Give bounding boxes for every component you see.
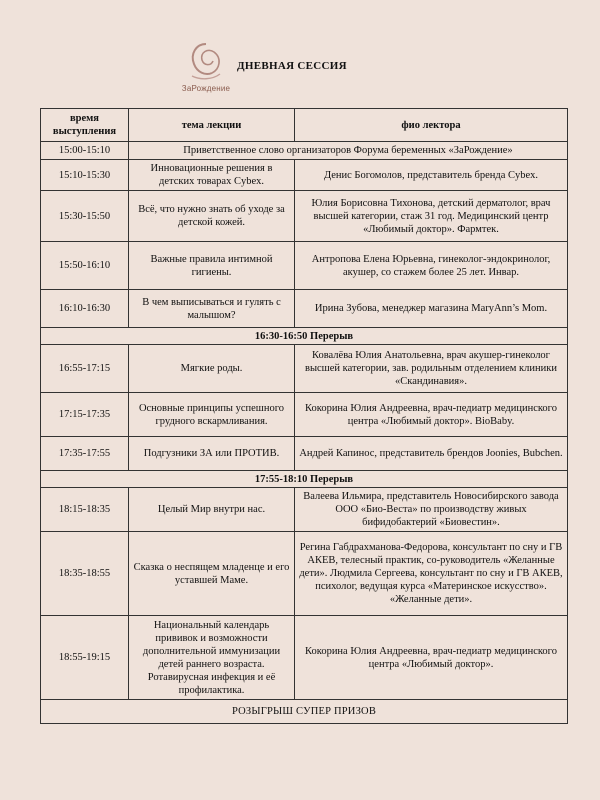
time-cell: 18:15-18:35: [41, 488, 129, 532]
schedule-table: [40, 108, 568, 724]
break-cell: 17:55-18:10 Перерыв: [41, 471, 568, 488]
speaker-cell: Валеева Ильмира, представитель Новосибирского завода ООО «Био-Веста» по производству живых бифидобактерий «Биовестин».: [295, 488, 568, 532]
topic-cell: Основные принципы успешного грудного вскармливания.: [129, 393, 295, 437]
prize-row: [41, 700, 568, 724]
table-row: [41, 616, 568, 700]
table-row: [41, 290, 568, 328]
table-row: [41, 160, 568, 191]
table-row: [41, 345, 568, 393]
break-row: [41, 328, 568, 345]
topic-cell: Инновационные решения в детских товарах Cybex.: [129, 160, 295, 191]
session-title: ДНЕВНАЯ СЕССИЯ: [237, 60, 347, 72]
table-row: [41, 488, 568, 532]
header-time: время выступления: [41, 109, 129, 142]
topic-cell: Национальный календарь прививок и возможности дополнительной иммунизации детей раннего возраста. Ротавирусная инфекция и её профилактика.: [129, 616, 295, 700]
time-cell: 17:15-17:35: [41, 393, 129, 437]
speaker-cell: Денис Богомолов, представитель бренда Cybex.: [295, 160, 568, 191]
time-cell: 16:10-16:30: [41, 290, 129, 328]
speaker-cell: Кокорина Юлия Андреевна, врач-педиатр медицинского центра «Любимый доктор». BioBaby.: [295, 393, 568, 437]
time-cell: 15:10-15:30: [41, 160, 129, 191]
speaker-cell: Регина Габдрахманова-Федорова, консультант по сну и ГВ АКЕВ, телесный практик, со-руководитель «Желанные дети». Людмила Сергеева, консультант по сну и ГВ АКЕВ, психолог, ведущая курса «Материнское искусство». «Желанные дети».: [295, 532, 568, 616]
time-cell: 18:35-18:55: [41, 532, 129, 616]
time-cell: 16:55-17:15: [41, 345, 129, 393]
time-cell: 18:55-19:15: [41, 616, 129, 700]
table-row: [41, 437, 568, 471]
header: [0, 0, 600, 108]
speaker-cell: Антропова Елена Юрьевна, гинеколог-эндокринолог, акушер, со стажем более 25 лет. Инвар.: [295, 242, 568, 290]
topic-cell: Всё, что нужно знать об уходе за детской кожей.: [129, 191, 295, 242]
topic-cell: Важные правила интимной гигиены.: [129, 242, 295, 290]
logo: [178, 40, 234, 98]
logo-text: ЗаРождение: [181, 84, 231, 93]
speaker-cell: Андрей Капинос, представитель брендов Joonies, Bubchen.: [295, 437, 568, 471]
table-row: [41, 142, 568, 160]
topic-cell: Подгузники ЗА или ПРОТИВ.: [129, 437, 295, 471]
topic-cell: Мягкие роды.: [129, 345, 295, 393]
table-row: [41, 191, 568, 242]
time-cell: 15:00-15:10: [41, 142, 129, 160]
time-cell: 15:50-16:10: [41, 242, 129, 290]
opening-cell: Приветственное слово организаторов Форума беременных «ЗаРождение»: [129, 142, 568, 160]
prize-cell: РОЗЫГРЫШ СУПЕР ПРИЗОВ: [41, 700, 568, 724]
time-cell: 17:35-17:55: [41, 437, 129, 471]
break-cell: 16:30-16:50 Перерыв: [41, 328, 568, 345]
logo-mark-icon: [178, 40, 234, 84]
time-cell: 15:30-15:50: [41, 191, 129, 242]
topic-cell: В чем выписываться и гулять с малышом?: [129, 290, 295, 328]
speaker-cell: Кокорина Юлия Андреевна, врач-педиатр медицинского центра «Любимый доктор».: [295, 616, 568, 700]
table-row: [41, 532, 568, 616]
speaker-cell: Юлия Борисовна Тихонова, детский дерматолог, врач высшей категории, стаж 31 год. Медицинский центр «Любимый доктор». Фармтек.: [295, 191, 568, 242]
table-row: [41, 242, 568, 290]
break-row: [41, 471, 568, 488]
topic-cell: Целый Мир внутри нас.: [129, 488, 295, 532]
topic-cell: Сказка о неспящем младенце и его уставшей Маме.: [129, 532, 295, 616]
table-header-row: [41, 109, 568, 142]
speaker-cell: Ковалёва Юлия Анатольевна, врач акушер-гинеколог высшей категории, зав. родильным отделением клиники «Скандинавия».: [295, 345, 568, 393]
header-speaker: фио лектора: [295, 109, 568, 142]
header-topic: тема лекции: [129, 109, 295, 142]
table-row: [41, 393, 568, 437]
speaker-cell: Ирина Зубова, менеджер магазина MaryAnn’s Mom.: [295, 290, 568, 328]
